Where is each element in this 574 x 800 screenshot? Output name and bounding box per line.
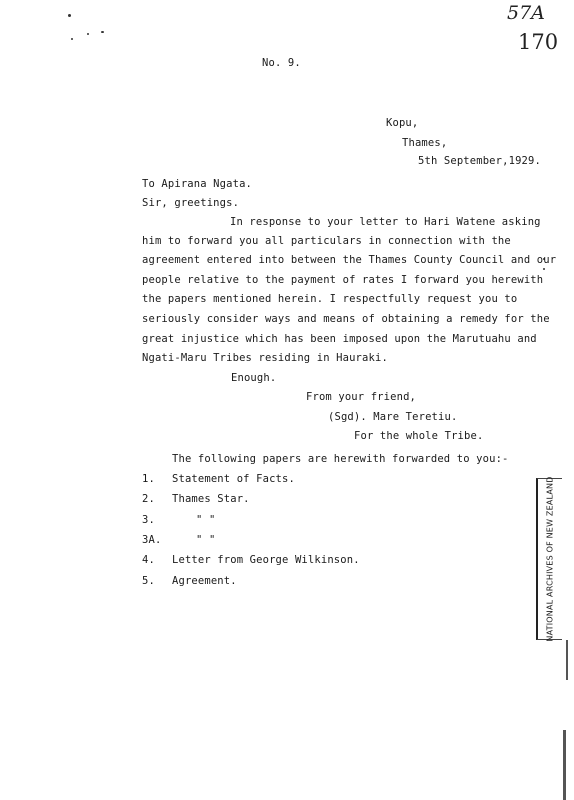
enclosure-text: " "	[196, 534, 216, 546]
archive-stamp-text: NATIONAL ARCHIVES OF NEW ZEALAND	[545, 476, 555, 642]
address-town: Thames,	[402, 137, 448, 149]
document-number: No. 9.	[262, 57, 301, 69]
enclosure-number: 3A.	[142, 534, 162, 546]
speck	[68, 14, 71, 17]
body-line: him to forward you all particulars in connection with the	[142, 235, 511, 247]
scan-edge	[566, 640, 568, 680]
speck	[87, 33, 89, 35]
letter-date: 5th September,1929.	[418, 155, 541, 167]
body-line: agreement entered into between the Thames County Council and our	[142, 254, 557, 266]
speck	[71, 38, 73, 40]
folio-top-mark: 57A	[507, 2, 545, 24]
folio-number: 170	[518, 30, 559, 54]
body-line: seriously consider ways and means of obtaining a remedy for the	[142, 313, 550, 325]
body-line: Ngati-Maru Tribes residing in Hauraki.	[142, 352, 388, 364]
enclosure-text: Agreement.	[172, 575, 237, 587]
body-line: In response to your letter to Hari Watene asking	[230, 216, 541, 228]
enclosure-number: 5.	[142, 575, 155, 587]
enclosure-number: 2.	[142, 493, 155, 505]
enclosure-number: 4.	[142, 554, 155, 566]
enclosure-number: 3.	[142, 514, 155, 526]
recipient: To Apirana Ngata.	[142, 178, 253, 190]
signoff-for: For the whole Tribe.	[354, 430, 484, 442]
signoff-signed: (Sgd). Mare Teretiu.	[328, 411, 458, 423]
enclosure-text: " "	[196, 514, 216, 526]
speck	[543, 268, 545, 270]
signoff-from: From your friend,	[306, 391, 417, 403]
enclosure-text: Thames Star.	[172, 493, 250, 505]
body-line: the papers mentioned herein. I respectfully request you to	[142, 293, 518, 305]
body-line: great injustice which has been imposed upon the Marutuahu and	[142, 333, 537, 345]
speck	[101, 31, 104, 33]
enclosures-intro: The following papers are herewith forwarded to you:-	[172, 453, 509, 465]
enclosure-text: Letter from George Wilkinson.	[172, 554, 360, 566]
scan-edge	[563, 730, 566, 800]
body-line: people relative to the payment of rates I forward you herewith	[142, 274, 544, 286]
closing: Enough.	[231, 372, 277, 384]
enclosure-number: 1.	[142, 473, 155, 485]
archive-stamp	[536, 478, 562, 640]
enclosure-text: Statement of Facts.	[172, 473, 295, 485]
salutation: Sir, greetings.	[142, 197, 240, 209]
address-place: Kopu,	[386, 117, 419, 129]
